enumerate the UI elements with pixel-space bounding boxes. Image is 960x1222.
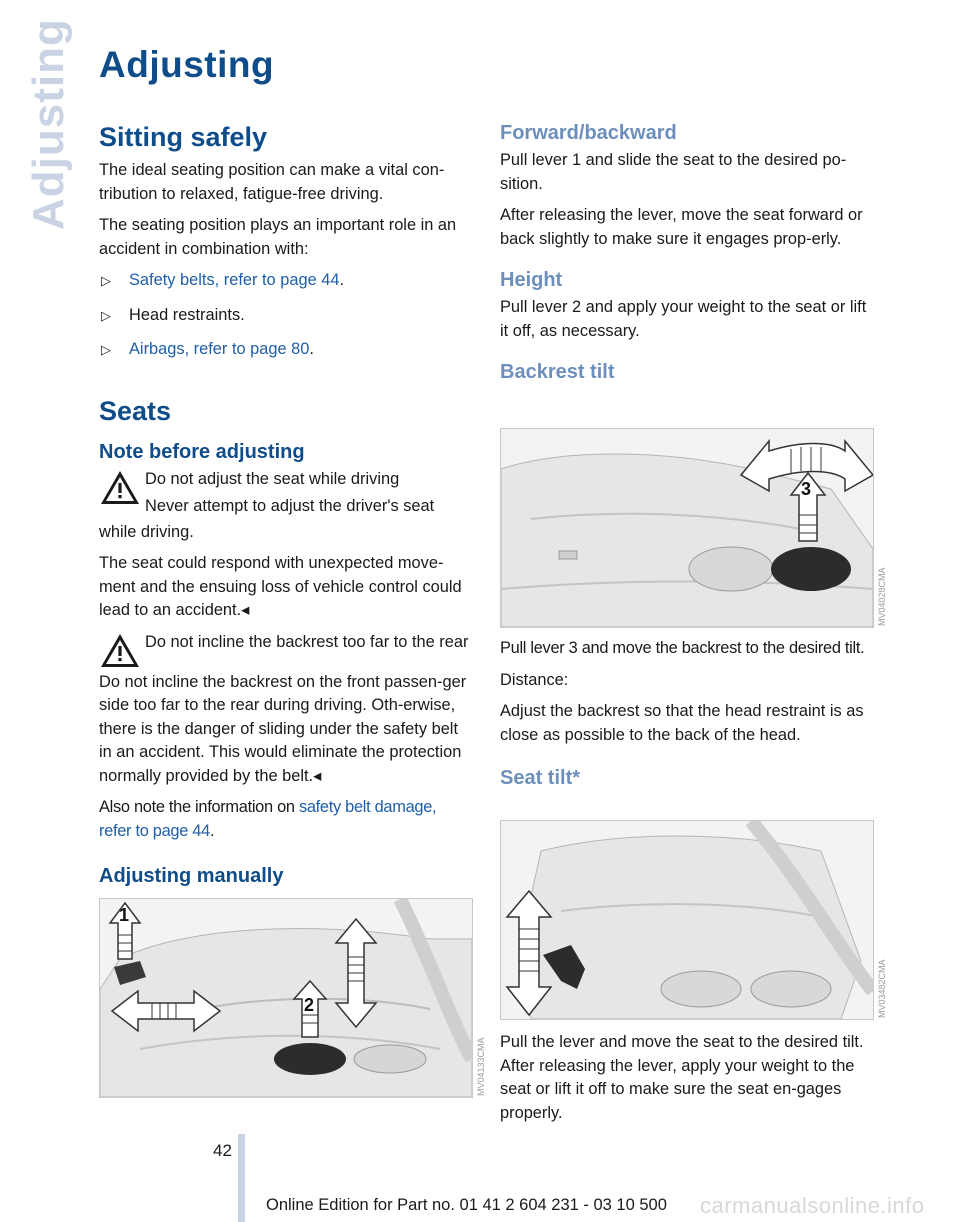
- warning2-title: Do not incline the backrest too far to the rear: [145, 632, 469, 651]
- label-1: 1: [119, 905, 130, 925]
- heading-sitting-safely: Sitting safely: [99, 122, 268, 152]
- seat-tilt-figure-code: MV03482CMA: [877, 959, 887, 1018]
- list-item: ▷ Airbags, refer to page 80.: [99, 338, 471, 362]
- heading-height: Height: [500, 269, 563, 291]
- heading-seats: Seats: [99, 395, 172, 426]
- heading-adjusting-manually: Adjusting manually: [99, 865, 284, 887]
- link-safety-belt-damage[interactable]: safety belt damage, refer to page 44: [99, 798, 437, 840]
- backrest-p2: Distance:: [500, 670, 569, 689]
- seat-illustration: [100, 899, 472, 1097]
- seat-tilt-p: Pull the lever and move the seat to the desired tilt. After releasing the lever, apply your weight to the seat or lift it off to make sure the seat en-gages properly.: [500, 1033, 864, 1122]
- backrest-p1: Pull lever 3 and move the backrest to the desired tilt.: [500, 639, 865, 657]
- side-chapter-tab: Adjusting: [24, 18, 73, 230]
- also-note: Also note the information on safety belt damage, refer to page 44.: [99, 798, 437, 840]
- link-airbags[interactable]: Airbags, refer to page 80: [129, 340, 310, 358]
- warning-icon: [99, 468, 141, 506]
- list-item: ▷ Head restraints.: [99, 304, 471, 328]
- figure-seat-tilt: [500, 820, 874, 1020]
- footer-bar: [238, 1134, 245, 1222]
- warning1-body2: The seat could respond with unexpected move-ment and the ensuing loss of vehicle control could lead to an accident.◂: [99, 554, 462, 619]
- figure-backrest-tilt: [500, 428, 874, 628]
- forward-p1: Pull lever 1 and slide the seat to the desired po-sition.: [500, 151, 847, 193]
- seat-tilt-illustration: [501, 821, 873, 1019]
- sitting-safely-p1: The ideal seating position can make a vital con-tribution to relaxed, fatigue-free driving.: [99, 161, 445, 203]
- link-safety-belts[interactable]: Safety belts, refer to page 44: [129, 271, 340, 289]
- backrest-illustration: [501, 429, 873, 627]
- right-column: [500, 122, 872, 390]
- heading-backrest-tilt: Backrest tilt: [500, 361, 615, 383]
- warning-icon: [99, 631, 141, 669]
- list-item: ▷ Safety belts, refer to page 44.: [99, 269, 471, 293]
- bullet-triangle-icon: ▷: [101, 342, 111, 357]
- backrest-p3: Adjust the backrest so that the head restraint is as close as possible to the back of the head.: [500, 702, 864, 744]
- backrest-figure-code: MV04028CMA: [877, 567, 887, 626]
- warning-block-2: [99, 631, 471, 789]
- forward-p2: After releasing the lever, move the seat forward or back slightly to make sure it engages prop-erly.: [500, 206, 863, 248]
- figure-code: MV04133CMA: [476, 1037, 486, 1096]
- page-title: Adjusting: [99, 44, 275, 85]
- bullet-triangle-icon: ▷: [101, 273, 111, 288]
- label-2: 2: [304, 995, 315, 1015]
- warning-block-1: [99, 468, 471, 623]
- warning1-body1: while driving.: [99, 522, 194, 541]
- heading-forward-backward: Forward/backward: [500, 122, 677, 144]
- right-column-lower: [500, 637, 872, 796]
- sitting-safely-p2: The seating position plays an important role in an accident in combination with:: [99, 216, 457, 258]
- footer-edition: Online Edition for Part no. 01 41 2 604 231 - 03 10 500: [266, 1196, 667, 1214]
- page-number: 42: [213, 1141, 232, 1160]
- left-column: [99, 122, 471, 894]
- sitting-safely-list: [99, 269, 471, 362]
- height-p: Pull lever 2 and apply your weight to the seat or lift it off, as necessary.: [500, 298, 867, 340]
- heading-seat-tilt: Seat tilt*: [500, 767, 581, 789]
- watermark: carmanualsonline.info: [700, 1193, 925, 1218]
- heading-note-before-adjusting: Note before adjusting: [99, 440, 305, 463]
- warning1-line: Never attempt to adjust the driver's seat: [145, 497, 435, 515]
- label-3: 3: [801, 479, 812, 499]
- seat-tilt-text: [500, 1031, 872, 1133]
- warning1-title: Do not adjust the seat while driving: [145, 469, 400, 488]
- bullet-triangle-icon: ▷: [101, 307, 111, 323]
- warning2-body: Do not incline the backrest on the front passen-ger side too far to the rear during driving. Oth-erwise, there is the danger of sliding under the safety belt in an accident. This would eliminate the protection normally provided by the belt.◂: [99, 672, 467, 785]
- figure-adjusting-manually: [99, 898, 473, 1098]
